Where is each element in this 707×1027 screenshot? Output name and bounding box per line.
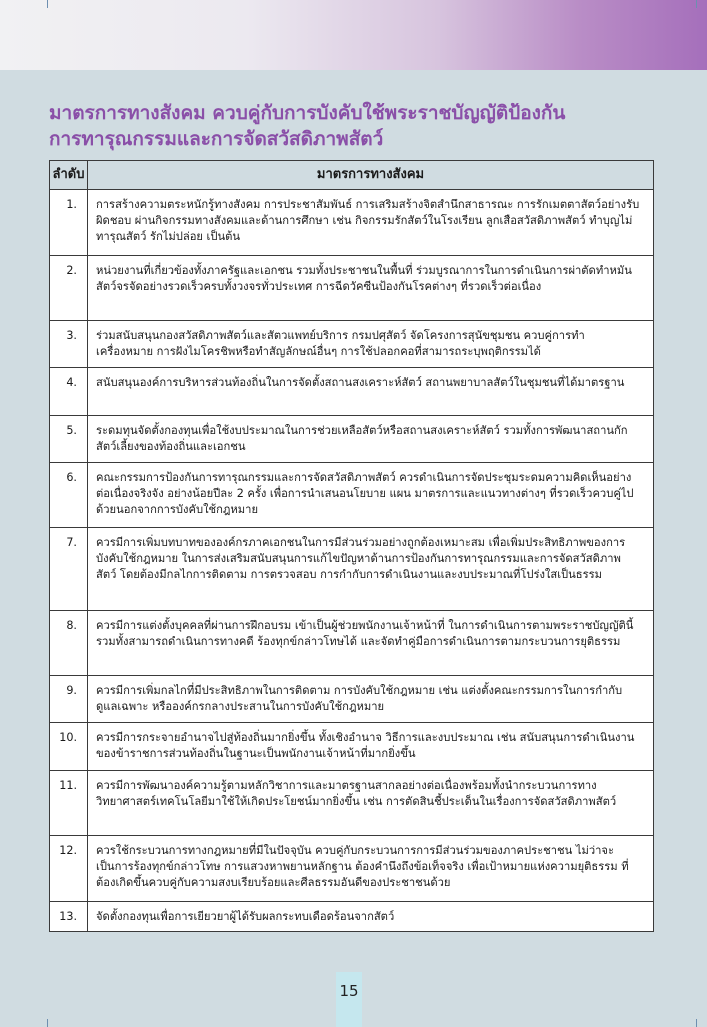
measures-table	[49, 160, 654, 932]
table-row	[50, 676, 654, 723]
row-text: ร่วมสนับสนุนกองสวัสดิภาพสัตว์และสัตวแพทย์บริการ กรมปศุสัตว์ จัดโครงการสุนัขชุมชน ควบคู่การทำเครื่องหมาย การฝังไมโครชิพหรือทำสัญลักษณ์อื่นๆ การใช้ปลอกคอที่สามารถระบุพฤติกรรมได้	[88, 321, 654, 368]
row-number: 1.	[50, 190, 88, 256]
crop-mark-top-left	[47, 0, 48, 8]
row-number: 5.	[50, 416, 88, 463]
table-row	[50, 321, 654, 368]
table-row	[50, 611, 654, 676]
header-band	[0, 0, 707, 70]
table-row	[50, 256, 654, 321]
row-number: 12.	[50, 836, 88, 902]
row-number: 9.	[50, 676, 88, 723]
row-text: สนับสนุนองค์การบริหารส่วนท้องถิ่นในการจัดตั้งสถานสงเคราะห์สัตว์ สถานพยาบาลสัตว์ในชุมชนที่ได้มาตรฐาน	[88, 368, 654, 416]
row-number: 6.	[50, 463, 88, 528]
row-number: 11.	[50, 771, 88, 836]
header-number: ลำดับ	[50, 161, 88, 190]
table-row	[50, 528, 654, 611]
row-number: 4.	[50, 368, 88, 416]
row-text: ควรใช้กระบวนการทางกฎหมายที่มีในปัจจุบัน ควบคู่กับกระบวนการการมีส่วนร่วมของภาคประชาชน ไม่ว่าจะเป็นการร้องทุกข์กล่าวโทษ การแสวงหาพยานหลักฐาน ต้องคำนึงถึงข้อเท็จจริง เพื่อเป้าหมายแห่งความยุติธรรม ที่ต้องเกิดขึ้นควบคู่กับความสงบเรียบร้อยและศีลธรรมอันดีของประชาชนด้วย	[88, 836, 654, 902]
table-row	[50, 416, 654, 463]
table-row	[50, 368, 654, 416]
row-text: ระดมทุนจัดตั้งกองทุนเพื่อใช้งบประมาณในการช่วยเหลือสัตว์หรือสถานสงเคราะห์สัตว์ รวมทั้งการพัฒนาสถานกักสัตว์เลี้ยงของท้องถิ่นและเอกชน	[88, 416, 654, 463]
row-text: ควรมีการกระจายอำนาจไปสู่ท้องถิ่นมากยิ่งขึ้น ทั้งเชิงอำนาจ วิธีการและงบประมาณ เช่น สนับสนุนการดำเนินงานของข้าราชการส่วนท้องถิ่นในฐานะเป็นพนักงานเจ้าหน้าที่มากยิ่งขึ้น	[88, 723, 654, 771]
table-row	[50, 463, 654, 528]
crop-mark-bottom-left	[47, 1019, 48, 1027]
title-line-1: มาตรการทางสังคม ควบคู่กับการบังคับใช้พระราชบัญญัติป้องกัน	[49, 102, 566, 124]
row-text: ควรมีการเพิ่มบทบาทขององค์กรภาคเอกชนในการมีส่วนร่วมอย่างถูกต้องเหมาะสม เพื่อเพิ่มประสิทธิภาพของการบังคับใช้กฎหมาย ในการส่งเสริมสนับสนุนการแก้ไขปัญหาด้านการป้องกันการทารุณกรรมและการจัดสวัสดิภาพสัตว์ โดยต้องมีกลไกการติดตาม การตรวจสอบ การกำกับการดำเนินงานและงบประมาณที่โปร่งใสเป็นธรรม	[88, 528, 654, 611]
row-text: ควรมีการแต่งตั้งบุคคลที่ผ่านการฝึกอบรม เข้าเป็นผู้ช่วยพนักงานเจ้าหน้าที่ ในการดำเนินการตามพระราชบัญญัตินี้ รวมทั้งสามารถดำเนินการทางคดี ร้องทุกข์กล่าวโทษได้ และจัดทำคู่มือการดำเนินการตามกระบวนการยุติธรรม	[88, 611, 654, 676]
row-number: 7.	[50, 528, 88, 611]
row-text: หน่วยงานที่เกี่ยวข้องทั้งภาครัฐและเอกชน รวมทั้งประชาชนในพื้นที่ ร่วมบูรณาการในการดำเนินการผ่าตัดทำหมันสัตว์จรจัดอย่างรวดเร็วครบทั้งวงจรทั่วประเทศ การฉีดวัคซีนป้องกันโรคต่างๆ ที่รวดเร็วต่อเนื่อง	[88, 256, 654, 321]
table-row	[50, 723, 654, 771]
page-number: 15	[339, 982, 359, 1000]
row-text: จัดตั้งกองทุนเพื่อการเยียวยาผู้ได้รับผลกระทบเดือดร้อนจากสัตว์	[88, 902, 654, 932]
row-text: การสร้างความตระหนักรู้ทางสังคม การประชาสัมพันธ์ การเสริมสร้างจิตสำนึกสาธารณะ การรักเมตตาสัตว์อย่างรับผิดชอบ ผ่านกิจกรรมทางสังคมและด้านการศึกษา เช่น กิจกรรมรักสัตว์ในโรงเรียน ลูกเสือสวัสดิภาพสัตว์ ทำบุญไม่ทารุณสัตว์ รักไม่ปล่อย เป็นต้น	[88, 190, 654, 256]
title-line-2: การทารุณกรรมและการจัดสวัสดิภาพสัตว์	[49, 128, 384, 150]
crop-mark-bottom-right	[696, 1019, 697, 1027]
row-number: 13.	[50, 902, 88, 932]
table-row	[50, 836, 654, 902]
row-number: 3.	[50, 321, 88, 368]
row-text: ควรมีการพัฒนาองค์ความรู้ตามหลักวิชาการและมาตรฐานสากลอย่างต่อเนื่องพร้อมทั้งนำกระบวนการทางวิทยาศาสตร์เทคโนโลยีมาใช้ให้เกิดประโยชน์มากยิ่งขึ้น เช่น การตัดสินชี้ประเด็นในเรื่องการจัดสวัสดิภาพสัตว์	[88, 771, 654, 836]
row-number: 8.	[50, 611, 88, 676]
header-measure: มาตรการทางสังคม	[88, 161, 654, 190]
row-number: 2.	[50, 256, 88, 321]
table-row	[50, 190, 654, 256]
page-title	[49, 100, 669, 152]
row-text: ควรมีการเพิ่มกลไกที่มีประสิทธิภาพในการติดตาม การบังคับใช้กฎหมาย เช่น แต่งตั้งคณะกรรมการในการกำกับดูแลเฉพาะ หรือองค์กรกลางประสานในการบังคับใช้กฎหมาย	[88, 676, 654, 723]
row-number: 10.	[50, 723, 88, 771]
table-row	[50, 771, 654, 836]
row-text: คณะกรรมการป้องกันการทารุณกรรมและการจัดสวัสดิภาพสัตว์ ควรดำเนินการจัดประชุมระดมความคิดเห็นอย่างต่อเนื่องจริงจัง อย่างน้อยปีละ 2 ครั้ง เพื่อการนำเสนอนโยบาย แผน มาตรการและแนวทางต่างๆ ที่รวดเร็วควบคู่ไปด้วยนอกจากการบังคับใช้กฎหมาย	[88, 463, 654, 528]
table-header-row	[50, 161, 654, 190]
crop-mark-top-right	[696, 0, 697, 8]
table-row	[50, 902, 654, 932]
